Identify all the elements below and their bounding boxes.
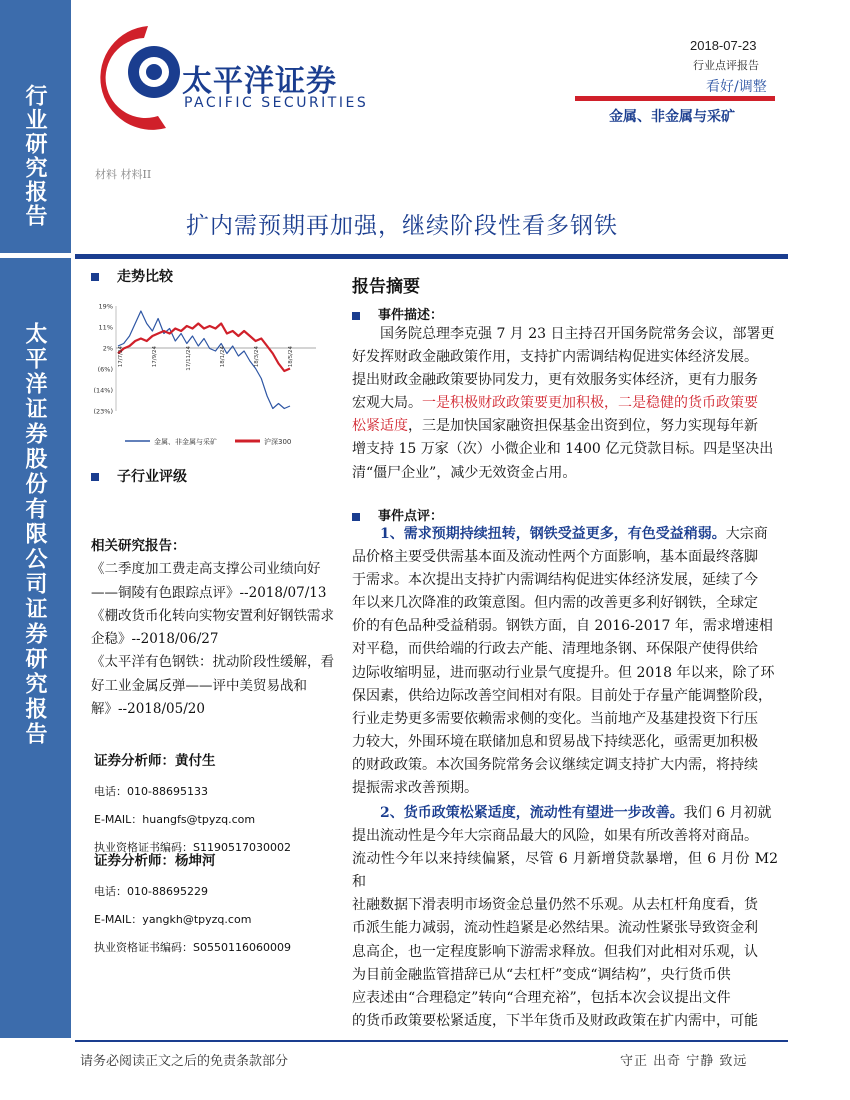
analyst-email[interactable]: E-MAIL：huangfs@tpyzq.com [94,813,256,826]
x-tick-label: 18/5/24 [288,346,294,368]
report-type: 行业点评报告 [693,59,759,72]
series-line-1 [118,311,290,409]
brand-name-en: PACIFIC SECURITIES [184,95,369,111]
title-divider [75,254,788,259]
x-tick-label: 17/9/24 [152,346,158,368]
comment-paragraph-1: 1、需求预期持续扭转，钢铁受益更多，有色受益稍弱。大宗商 品价格主要受供需基本面及流动性两个方面影响，基本面最终落脚 于需求。本次提出支持扩内需调结构促进实体经济发展，延续了今 年以来几次降准的政策意图。但内需的改善更多利好钢铁，全球定 价的有色品种受益稍弱。钢铁方面，自 2016-2017 年，需求增速相 对平稳，而供给端的行政去产能、清理地条钢、环保限产使得供给 边际收缩明显，进而驱动行业景气度提升。但 2018 年以来，除了环 保因素，供给边际改善空间相对有限。目前处于存量产能调整阶段， 行业走势更多需要依赖需求侧的变化。当前地产及基建投资下行压 力较大，外围环境在联储加息和贸易战下持续恶化，亟需更加积极 的财政政策。本次国务院常务会议继续定调支持扩大内需，将持续 提振需求改善预期。 [352,526,775,797]
subsector-heading: 子行业评级 [91,466,187,486]
bullet-square-icon [352,312,360,320]
analyst-cert: 执业资格证书编码：S0550116060009 [94,941,291,954]
page-title: 扩内需预期再加强，继续阶段性看多钢铁 [186,213,618,239]
analyst-1 [94,749,291,855]
bullet-square-icon [91,273,99,281]
report-date: 2018-07-23 [690,38,757,53]
trend-chart [90,296,325,456]
bullet-square-icon [352,513,360,521]
sector-label: 金属、非金属与采矿 [609,109,735,125]
related-item[interactable]: 《二季度加工费走高支撑公司业绩向好——铜陵有色跟踪点评》--2018/07/13 [91,561,327,601]
sidebar-top-label: 行业研究报告 [22,84,48,228]
analyst-name: 证券分析师：杨坤河 [94,853,216,869]
comment-heading: 事件点评： [352,505,443,524]
breadcrumb: 材料 材料II [95,168,152,181]
series-line-2 [118,324,290,372]
trend-heading: 走势比较 [91,266,173,286]
footer-divider [75,1040,788,1042]
footer-disclaimer[interactable]: 请务必阅读正文之后的免责条款部分 [80,1054,289,1069]
y-tick-label: 11% [98,323,113,332]
related-item[interactable]: 《棚改货币化转向实物安置利好钢铁需求企稳》--2018/06/27 [91,607,334,648]
event-desc-heading: 事件描述： [352,304,443,323]
analyst-tel: 电话：010-88695133 [94,785,208,798]
comment-paragraph-2: 2、货币政策松紧适度，流动性有望进一步改善。我们 6 月初就 提出流动性是今年大宗商品最大的风险，如果有所改善将对商品。 流动性今年以来持续偏紧，尽管 6 月新增贷款暴增，但 6 月份 M2 和 社融数据下滑表明市场资金总量仍然不乐观。从去杠杆角度看，货 币派生能力减弱，流动性趋紧是必然结果。流动性紧张导致资金利 息高企，也一定程度影响下游需求释放。但我们对此相对乐观，认 为目前金融监管措辞已从“去杠杆”变成“调结构”，央行货币供 应表述由“合理稳定”转向“合理充裕”，包括本次会议提出文件 的货币政策要松紧适度，下半年货币及财政政策在扩内需中，可能 [352,805,778,1029]
x-tick-label: 17/11/24 [186,346,192,371]
brand-name: 太平洋证券 [182,64,337,99]
related-reports [91,535,337,721]
rating-divider [575,96,775,101]
sidebar-bottom-label: 太平洋证券股份有限公司证券研究报告 [22,322,48,747]
rating-label: 看好/调整 [706,79,767,95]
x-tick-label: 18/3/24 [254,346,260,368]
analyst-cert: 执业资格证书编码：S1190517030002 [94,841,291,854]
bullet-square-icon [91,473,99,481]
analyst-2 [94,849,291,955]
y-tick-label: 2% [102,344,113,353]
legend-label-series-2: 沪深300 [264,438,292,446]
event-desc: 国务院总理李克强 7 月 23 日主持召开国务院常务会议，部署更 好发挥财政金融政策作用，支持扩内需调结构促进实体经济发展。 提出财政金融政策要协同发力，更有效服务实体经济，更有力服务 宏观大局。一是积极财政政策要更加积极，二是稳健的货币政策要 松紧适度，三是加快国家融资担保基金出资到位，努力实现每年新 增支持 15 万家（次）小微企业和 1400 亿元贷款目标。四是坚决出 清“僵尸企业”，减少无效资金占用。 [352,326,775,481]
analyst-tel: 电话：010-88695229 [94,885,208,898]
analyst-name: 证券分析师：黄付生 [94,753,216,769]
analyst-email[interactable]: E-MAIL：yangkh@tpyzq.com [94,913,252,926]
summary-heading: 报告摘要 [352,277,420,297]
y-tick-label: (23%) [93,407,113,416]
x-tick-label: 18/1/24 [220,346,226,368]
legend-label-series-1: 金属、非金属与采矿 [154,438,217,446]
footer-motto: 守正 出奇 宁静 致远 [620,1054,748,1069]
y-tick-label: 19% [98,302,113,311]
related-heading: 相关研究报告： [91,538,186,554]
x-tick-label: 17/7/24 [118,346,124,368]
related-item[interactable]: 《太平洋有色钢铁：扰动阶段性缓解，看好工业金属反弹——评中美贸易战和解》--2018/05/20 [91,654,334,718]
brand-logo-icon [88,18,180,140]
y-tick-label: (14%) [93,386,113,395]
y-tick-label: (6%) [97,365,113,374]
